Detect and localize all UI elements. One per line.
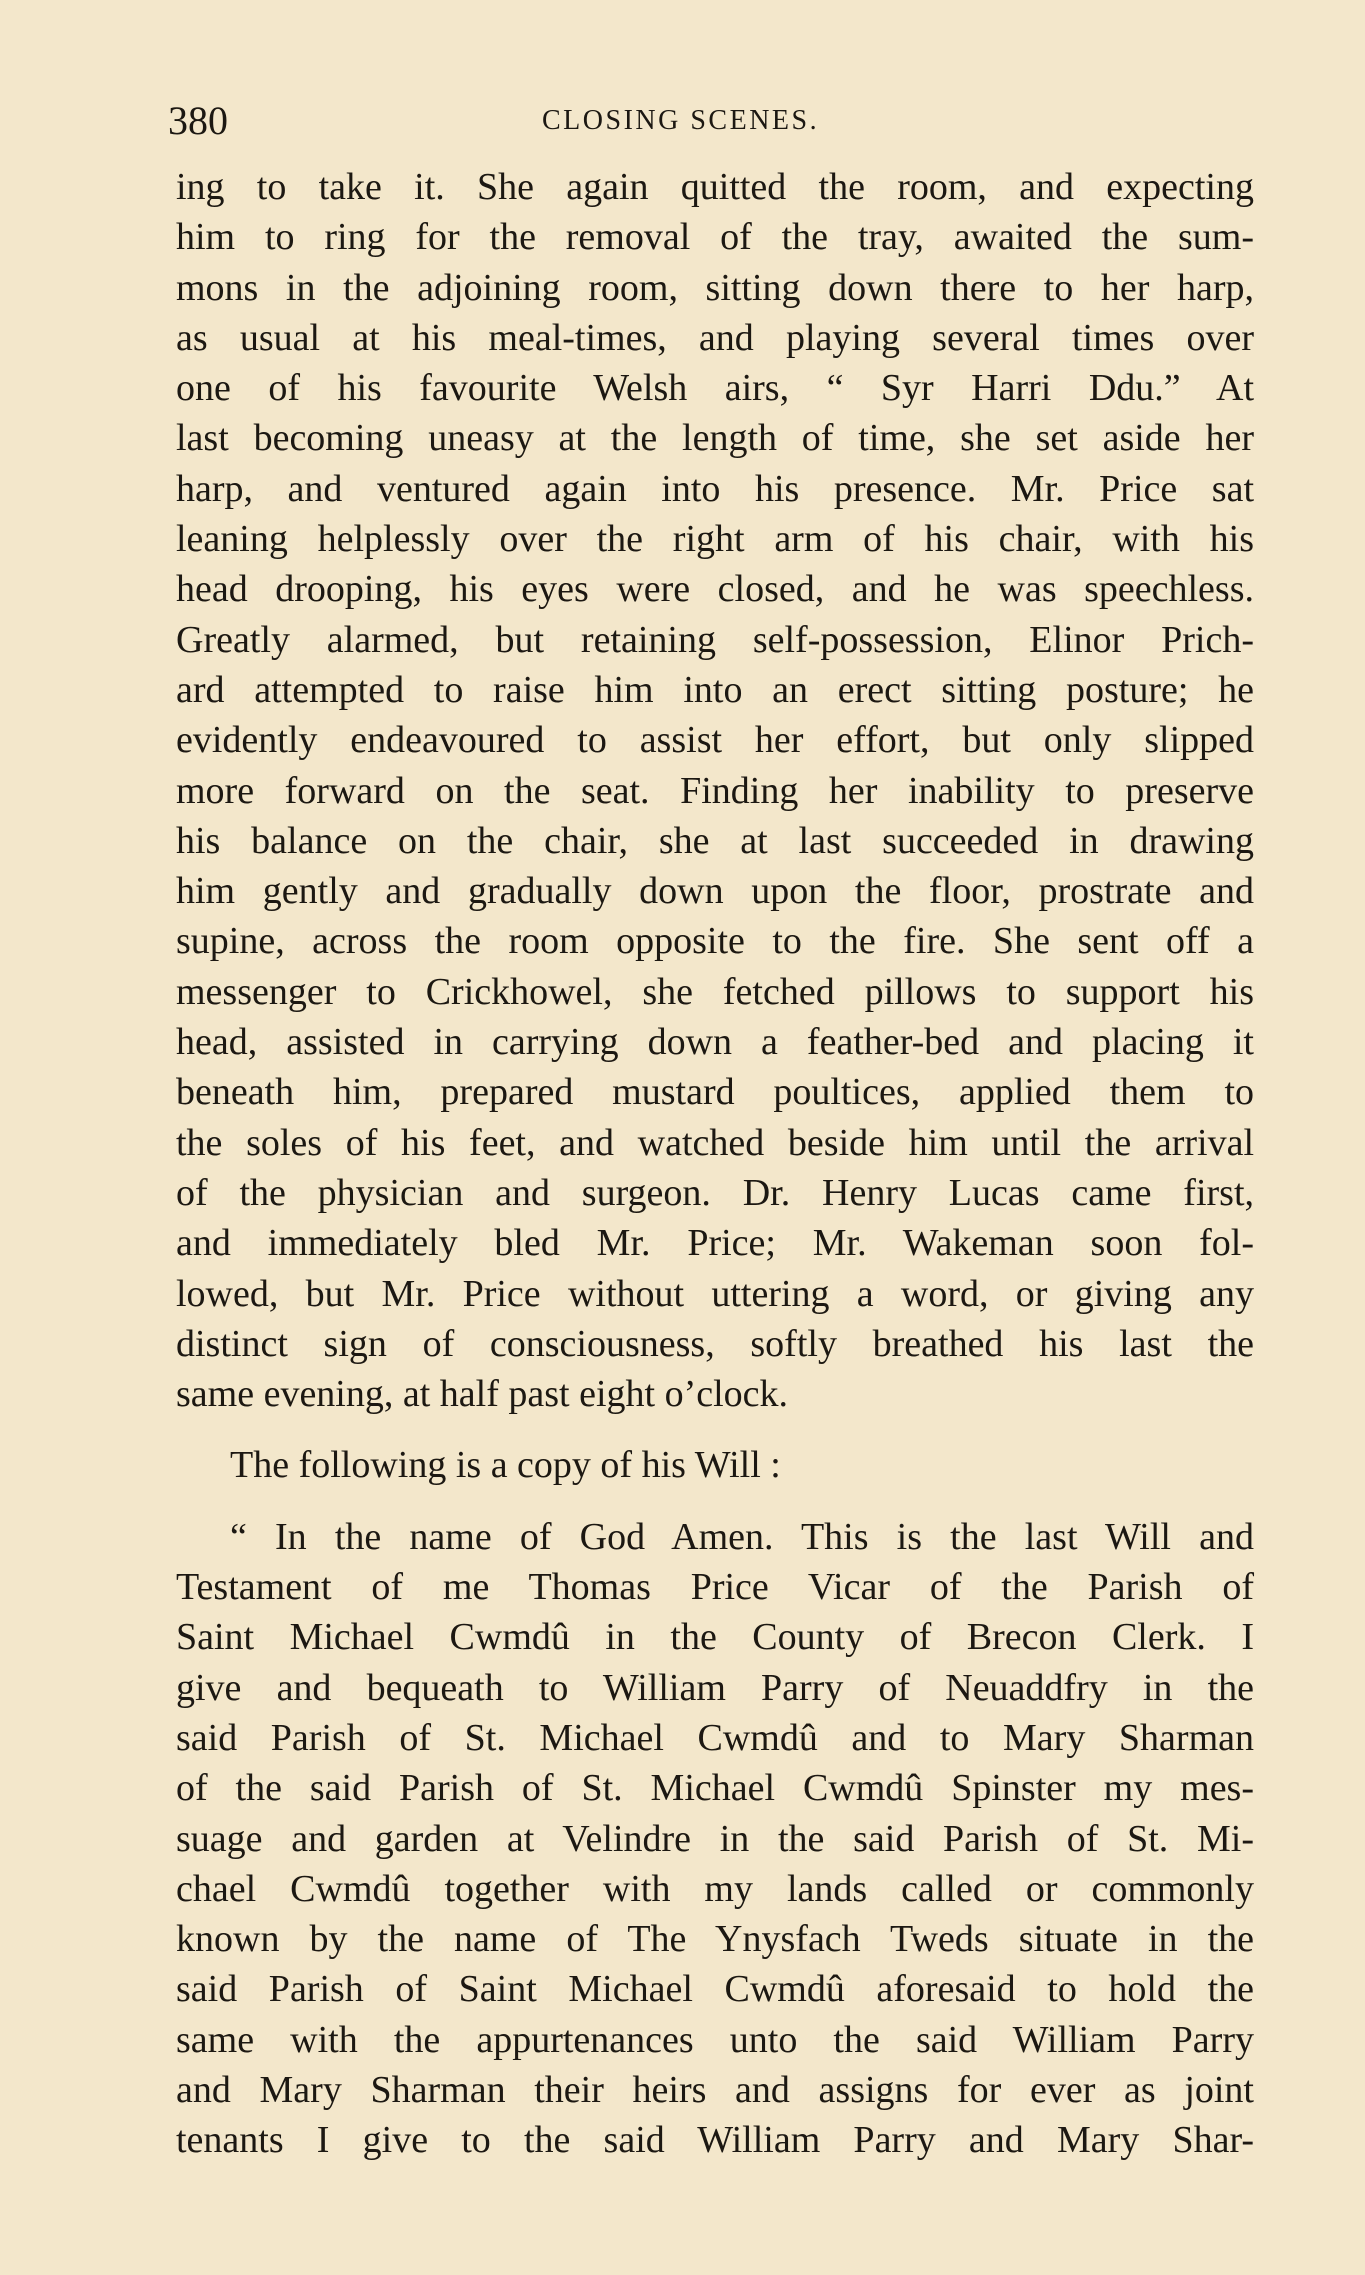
body-text (176, 162, 1254, 2166)
text-line: as usual at his meal-times, and playing several times over (176, 316, 1254, 359)
text-line: head, assisted in carrying down a feather-bed and placing it (176, 1021, 1254, 1064)
text-line: lowed, but Mr. Price without uttering a word, or giving any (176, 1272, 1254, 1315)
text-line: messenger to Crickhowel, she fetched pillows to support his (176, 970, 1254, 1013)
text-line: mons in the adjoining room, sitting down there to her harp, (176, 266, 1254, 309)
running-head (168, 96, 1258, 146)
text-line: supine, across the room opposite to the fire. She sent off a (176, 920, 1254, 963)
text-line: said Parish of Saint Michael Cwmdû aforesaid to hold the (176, 1968, 1254, 2011)
text-line: ing to take it. She again quitted the room, and expecting (176, 166, 1254, 208)
text-line: give and bequeath to William Parry of Neuaddfry in the (176, 1666, 1254, 1709)
text-line: leaning helplessly over the right arm of his chair, with his (176, 518, 1254, 561)
text-line: chael Cwmdû together with my lands called or commonly (176, 1867, 1254, 1910)
text-line: tenants I give to the said William Parry and Mary Shar- (176, 2119, 1254, 2162)
text-line: evidently endeavoured to assist her effort, but only slipped (176, 719, 1254, 762)
text-line: him to ring for the removal of the tray, awaited the sum- (176, 216, 1254, 259)
paragraph-death-narrative (176, 162, 1254, 1419)
text-line: and immediately bled Mr. Price; Mr. Wakeman soon fol- (176, 1222, 1254, 1265)
text-line: suage and garden at Velindre in the said Parish of St. Mi- (176, 1817, 1254, 1860)
text-line: Saint Michael Cwmdû in the County of Brecon Clerk. I (176, 1616, 1254, 1659)
text-line: known by the name of The Ynysfach Tweds situate in the (176, 1918, 1254, 1961)
text-line: The following is a copy of his Will : (230, 1444, 781, 1487)
text-line: of the physician and surgeon. Dr. Henry Lucas came first, (176, 1171, 1254, 1214)
text-line: the soles of his feet, and watched beside him until the arrival (176, 1121, 1254, 1164)
text-line: “ In the name of God Amen. This is the last Will and (230, 1515, 1254, 1558)
text-line: him gently and gradually down upon the floor, prostrate and (176, 870, 1254, 913)
text-line: ard attempted to raise him into an erect sitting posture; he (176, 668, 1254, 711)
page-number: 380 (168, 98, 228, 143)
text-line: last becoming uneasy at the length of time, she set aside her (176, 417, 1254, 460)
text-line: distinct sign of consciousness, softly breathed his last the (176, 1322, 1254, 1365)
text-line: beneath him, prepared mustard poultices, applied them to (176, 1071, 1254, 1114)
text-line: and Mary Sharman their heirs and assigns for ever as joint (176, 2068, 1254, 2111)
paragraph-will-text (176, 1512, 1254, 2166)
text-line: his balance on the chair, she at last succeeded in drawing (176, 819, 1254, 862)
text-line: head drooping, his eyes were closed, and he was speechless. (176, 568, 1254, 611)
text-line: same evening, at half past eight o’clock. (176, 1373, 789, 1416)
text-line: of the said Parish of St. Michael Cwmdû Spinster my mes- (176, 1767, 1254, 1810)
text-line: more forward on the seat. Finding her inability to preserve (176, 769, 1254, 812)
text-line: said Parish of St. Michael Cwmdû and to Mary Sharman (176, 1716, 1254, 1759)
text-line: Testament of me Thomas Price Vicar of the Parish of (176, 1566, 1254, 1609)
text-line: harp, and ventured again into his presence. Mr. Price sat (176, 467, 1254, 510)
running-title: CLOSING SCENES. (542, 105, 820, 136)
paragraph-will-intro (176, 1440, 1254, 1490)
text-line: Greatly alarmed, but retaining self-possession, Elinor Prich- (176, 618, 1254, 661)
text-line: one of his favourite Welsh airs, “ Syr Harri Ddu.” At (176, 367, 1254, 410)
text-line: same with the appurtenances unto the said William Parry (176, 2018, 1254, 2061)
